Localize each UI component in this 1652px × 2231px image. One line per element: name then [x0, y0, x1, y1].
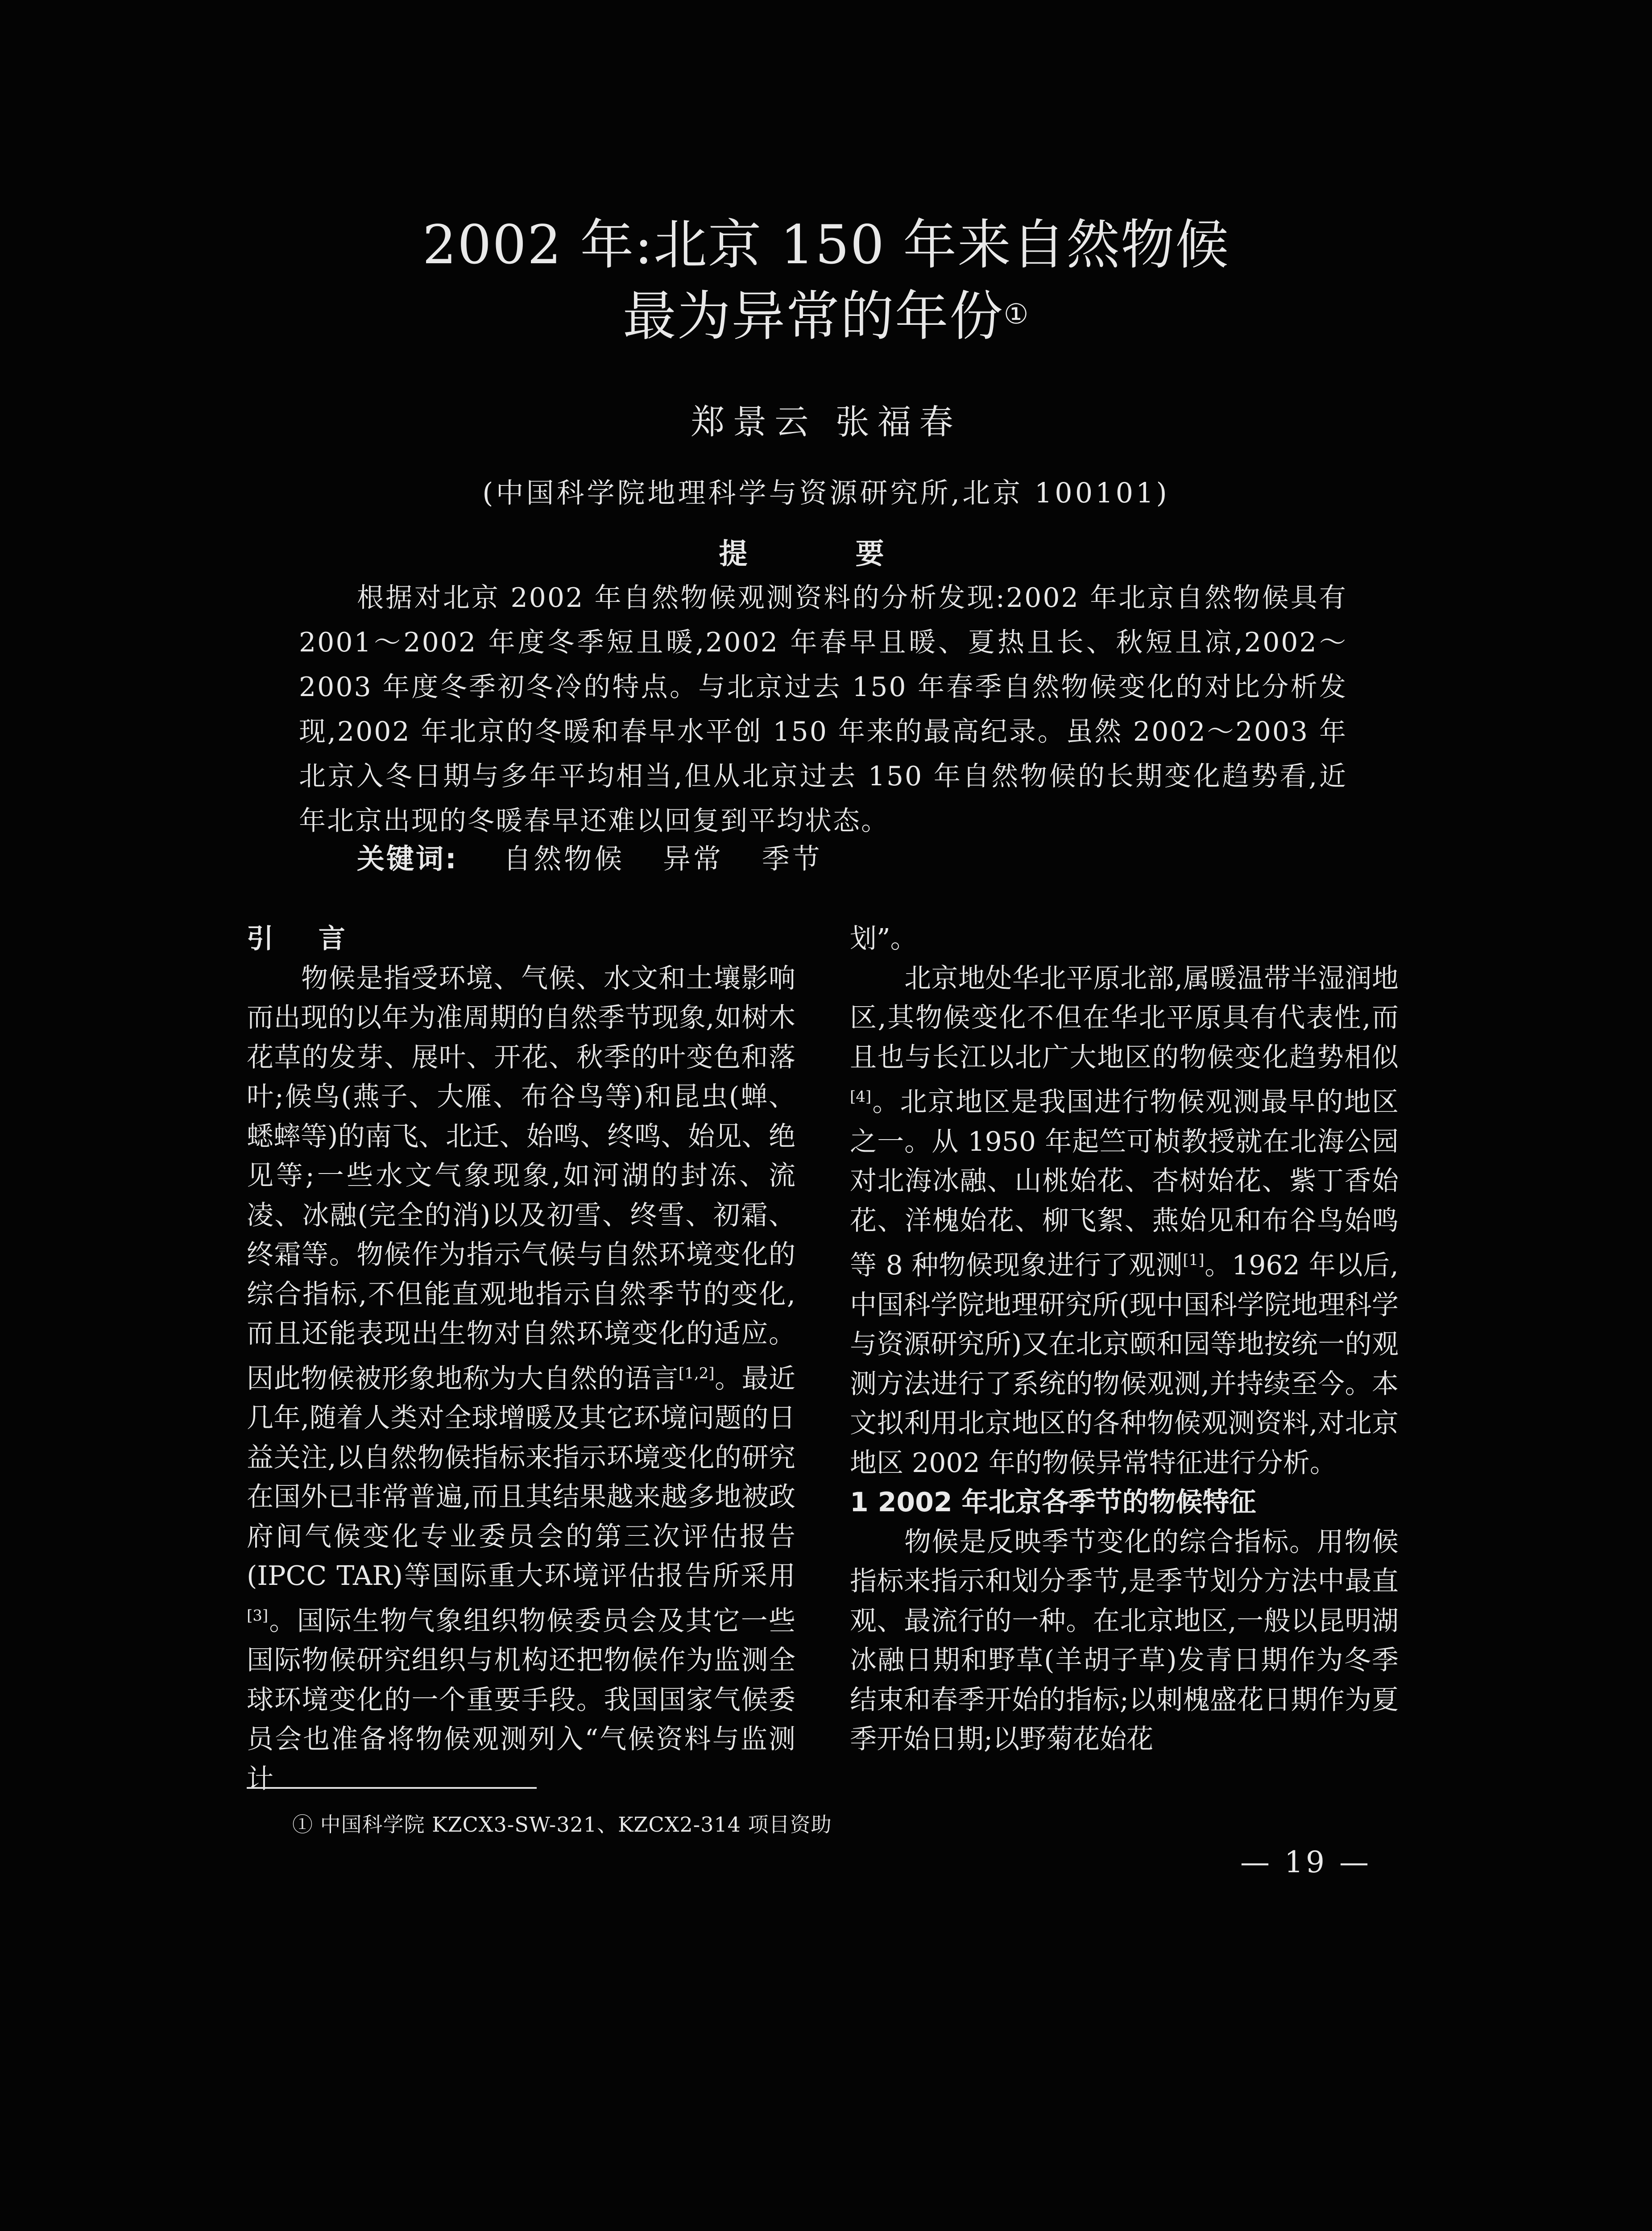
citation: [1,2] — [678, 1364, 715, 1382]
keyword-3: 季节 — [762, 842, 823, 875]
section-heading-1: 1 2002 年北京各季节的物候特征 — [850, 1487, 1256, 1518]
beijing-text-b: 。北京地区是我国进行物候观测最早的地区之一。从 1950 年起竺可桢教授就在北海公园对北海冰融、山桃始花、杏树始花、紫丁香始花、洋槐始花、柳飞絮、燕始见和布谷鸟始鸣等 8 种物候现象进行了观测 — [850, 1086, 1399, 1281]
section-heading-introduction: 引 言 — [247, 923, 363, 954]
abstract-body — [299, 576, 1347, 843]
affiliation: (中国科学院地理科学与资源研究所,北京 100101) — [482, 477, 1170, 509]
citation: [3] — [247, 1606, 269, 1625]
keywords — [357, 837, 849, 876]
citation: [1] — [1183, 1251, 1205, 1269]
beijing-text-c: 。1962 年以后,中国科学院地理研究所(现中国科学院地理科学与资源研究所)又在北京颐和园等地按统一的观测方法进行了系统的物候观测,并持续至今。本文拟利用北京地区的各种物候观测资料,对北京地区 2002 年的物候异常特征进行分析。 — [850, 1250, 1399, 1479]
authors: 郑景云 张福春 — [691, 402, 961, 442]
phenology-paragraph: 物候是反映季节变化的综合指标。用物候指标来指示和划分季节,是季节划分方法中最直观、最流行的一种。在北京地区,一般以昆明湖冰融日期和野草(羊胡子草)发青日期作为冬季结束和春季开始的指标;以刺槐盛花日期作为夏季开始日期;以野菊花始花 — [850, 1526, 1399, 1755]
intro-text-b: 。最近几年,随着人类对全球增暖及其它环境问题的日益关注,以自然物候指标来指示环境变化的研究在国外已非常普遍,而且其结果越来越多地被政府间气候变化专业委员会的第三次评估报告(IPCC TAR)等国际重大环境评估报告所采用 — [247, 1363, 796, 1592]
keywords-label: 关键词: — [357, 842, 458, 875]
keyword-1: 自然物候 — [503, 842, 625, 875]
page-number: — 19 — — [1240, 1845, 1371, 1879]
title-footnote-marker: ① — [1003, 298, 1030, 330]
keyword-2: 异常 — [662, 842, 724, 875]
title-text: 最为异常的年份 — [622, 286, 1004, 348]
funding-footnote: ① 中国科学院 KZCX3-SW-321、KZCX2-314 项目资助 — [292, 1812, 832, 1837]
beijing-text-a: 北京地处华北平原北部,属暖温带半湿润地区,其物候变化不但在华北平原具有代表性,而且也与长江以北广大地区的物候变化趋势相似 — [850, 962, 1399, 1073]
beijing-paragraph — [850, 959, 1399, 1483]
continued-text: 划”。 — [850, 923, 917, 954]
right-column — [850, 919, 1399, 1759]
intro-text-a: 物候是指受环境、气候、水文和土壤影响而出现的以年为准周期的自然季节现象,如树木花草的发芽、展叶、开花、秋季的叶变色和落叶;候鸟(燕子、大雁、布谷鸟等)和昆虫(蝉、蟋蟀等)的南飞、北迁、始鸣、终鸣、始见、绝见等;一些水文气象现象,如河湖的封冻、流凌、冰融(完全的消)以及初雪、终雪、初霜、终霜等。物候作为指示气候与自然环境变化的综合指标,不但能直观地指示自然季节的变化,而且还能表现出生物对自然环境变化的适应。因此物候被形象地称为大自然的语言 — [247, 962, 795, 1394]
paper-title-line-2 — [0, 281, 1652, 352]
intro-text-c: 。国际生物气象组织物候委员会及其它一些国际物候研究组织与机构还把物候作为监测全球环境变化的一个重要手段。我国国家气候委员会也准备将物候观测列入“气候资料与监测计 — [247, 1605, 795, 1795]
paper-title-line-1: 2002 年:北京 150 年来自然物候 — [422, 214, 1230, 276]
intro-paragraph — [247, 959, 795, 1799]
left-column — [247, 919, 795, 1799]
citation: [4] — [850, 1088, 872, 1106]
abstract-heading: 提 要 — [719, 538, 933, 571]
abstract-text: 根据对北京 2002 年自然物候观测资料的分析发现:2002 年北京自然物候具有 2001～2002 年度冬季短且暖,2002 年春早且暖、夏热且长、秋短且凉,2002～2003 年度冬季初冬冷的特点。与北京过去 150 年春季自然物候变化的对比分析发现,2002 年北京的冬暖和春早水平创 150 年来的最高纪录。虽然 2002～2003 年北京入冬日期与多年平均相当,但从北京过去 150 年自然物候的长期变化趋势看,近年北京出现的冬暖春早还难以回复到平均状态。 — [299, 582, 1347, 837]
footnote-divider — [247, 1787, 537, 1789]
